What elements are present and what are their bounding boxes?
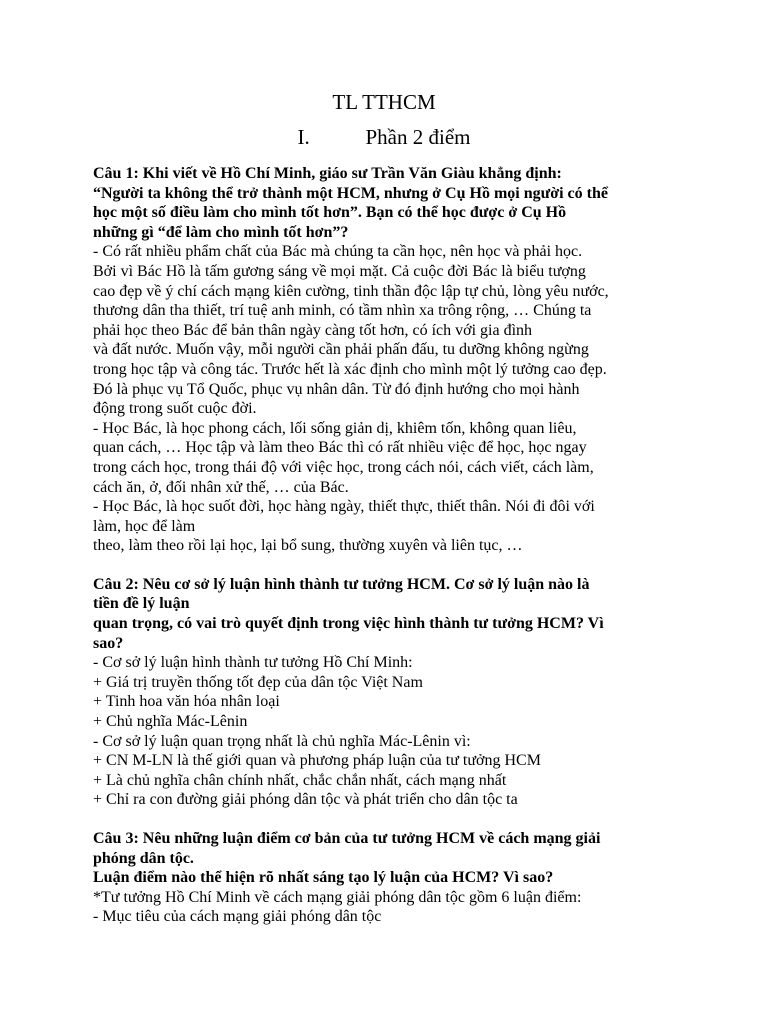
answer-line: - Học Bác, là học suốt đời, học hàng ngày, thiết thực, thiết thân. Nói đi đôi với [93, 498, 595, 516]
heading-line: Câu 3: Nêu những luận điểm cơ bản của tư tưởng HCM về cách mạng giải [93, 830, 601, 847]
answer-line: và đất nước. Muốn vậy, mỗi người cần phải phấn đấu, tu dưỡng không ngừng [93, 341, 589, 359]
answer-line: - Học Bác, là học phong cách, lối sống giản dị, khiêm tốn, không quan liêu, [93, 419, 577, 437]
heading-line: phóng dân tộc. [93, 849, 194, 867]
answer-line: - Cơ sở lý luận quan trọng nhất là chủ nghĩa Mác-Lênin vì: [93, 732, 471, 750]
heading-line: “Người ta không thể trở thành một HCM, nhưng ở Cụ Hồ mọi người có thể [93, 184, 608, 202]
answer-line: cách ăn, ở, đối nhân xử thế, … của Bác. [93, 478, 349, 496]
heading-line: Luận điểm nào thể hiện rõ nhất sáng tạo lý luận của HCM? Vì sao? [93, 869, 554, 887]
answer-line: - Cơ sở lý luận hình thành tư tưởng Hồ Chí Minh: [93, 654, 413, 672]
question-1 [93, 164, 693, 556]
answer-line: động trong suốt cuộc đời. [93, 400, 257, 418]
answer-line: - Mục tiêu của cách mạng giải phóng dân tộc [93, 908, 382, 926]
question-heading [93, 575, 693, 653]
paragraph-gap [93, 810, 693, 829]
heading-line: Câu 2: Nêu cơ sở lý luận hình thành tư tưởng HCM. Cơ sở lý luận nào là [93, 575, 590, 593]
answer-body [93, 653, 693, 810]
heading-line: tiền đề lý luận [93, 595, 190, 613]
answer-line: + Chủ nghĩa Mác-Lênin [93, 713, 248, 731]
answer-body [93, 888, 693, 927]
answer-line: cao đẹp về ý chí cách mạng kiên cường, tinh thần độc lập tự chủ, lòng yêu nước, [93, 282, 609, 300]
answer-line: theo, làm theo rồi lại học, lại bổ sung, thường xuyên và liên tục, … [93, 537, 523, 555]
answer-line: quan cách, … Học tập và làm theo Bác thì có rất nhiều việc để học, học ngay [93, 439, 587, 457]
section-number: I. [297, 125, 310, 149]
answer-line: Bởi vì Bác Hồ là tấm gương sáng về mọi mặt. Cả cuộc đời Bác là biểu tượng [93, 262, 586, 280]
answer-body [93, 242, 693, 556]
answer-line: Đó là phục vụ Tổ Quốc, phục vụ nhân dân. Từ đó định hướng cho mọi hành [93, 380, 580, 398]
document-title: TL TTHCM [332, 90, 436, 114]
answer-line: + Giá trị truyền thống tốt đẹp của dân tộc Việt Nam [93, 673, 423, 691]
answer-line: + Chỉ ra con đường giải phóng dân tộc và phát triển cho dân tộc ta [93, 791, 518, 809]
answer-line: + Tinh hoa văn hóa nhân loại [93, 693, 280, 711]
heading-line: quan trọng, có vai trò quyết định trong việc hình thành tư tưởng HCM? Vì [93, 615, 604, 633]
answer-line: trong cách học, trong thái độ với việc học, trong cách nói, cách viết, cách làm, [93, 458, 594, 476]
document-body [93, 164, 693, 927]
question-heading [93, 829, 693, 888]
question-heading [93, 164, 693, 242]
answer-line: *Tư tưởng Hồ Chí Minh về cách mạng giải phóng dân tộc gồm 6 luận điểm: [93, 888, 582, 906]
section-label: Phần 2 điểm [365, 125, 471, 149]
answer-line: + CN M-LN là thế giới quan và phương pháp luận của tư tưởng HCM [93, 752, 541, 770]
answer-line: thương dân tha thiết, trí tuệ anh minh, có tầm nhìn xa trông rộng, … Chúng ta [93, 302, 592, 320]
question-2 [93, 575, 693, 810]
answer-line: + Là chủ nghĩa chân chính nhất, chắc chắn nhất, cách mạng nhất [93, 771, 507, 789]
paragraph-gap [93, 556, 693, 575]
question-3 [93, 829, 693, 927]
heading-line: sao? [93, 634, 124, 652]
section-heading [0, 125, 768, 149]
answer-line: làm, học để làm [93, 517, 196, 535]
answer-line: - Có rất nhiều phẩm chất của Bác mà chúng ta cần học, nên học và phải học. [93, 243, 583, 261]
answer-line: trong học tập và công tác. Trước hết là xác định cho mình một lý tưởng cao đẹp. [93, 360, 607, 378]
heading-line: những gì “để làm cho mình tốt hơn”? [93, 223, 349, 241]
heading-line: Câu 1: Khi viết về Hồ Chí Minh, giáo sư Trần Văn Giàu khẳng định: [93, 165, 562, 182]
answer-line: phải học theo Bác để bản thân ngày càng tốt hơn, có ích với gia đình [93, 321, 533, 339]
heading-line: học một số điều làm cho mình tốt hơn”. Bạn có thể học được ở Cụ Hồ [93, 204, 567, 222]
